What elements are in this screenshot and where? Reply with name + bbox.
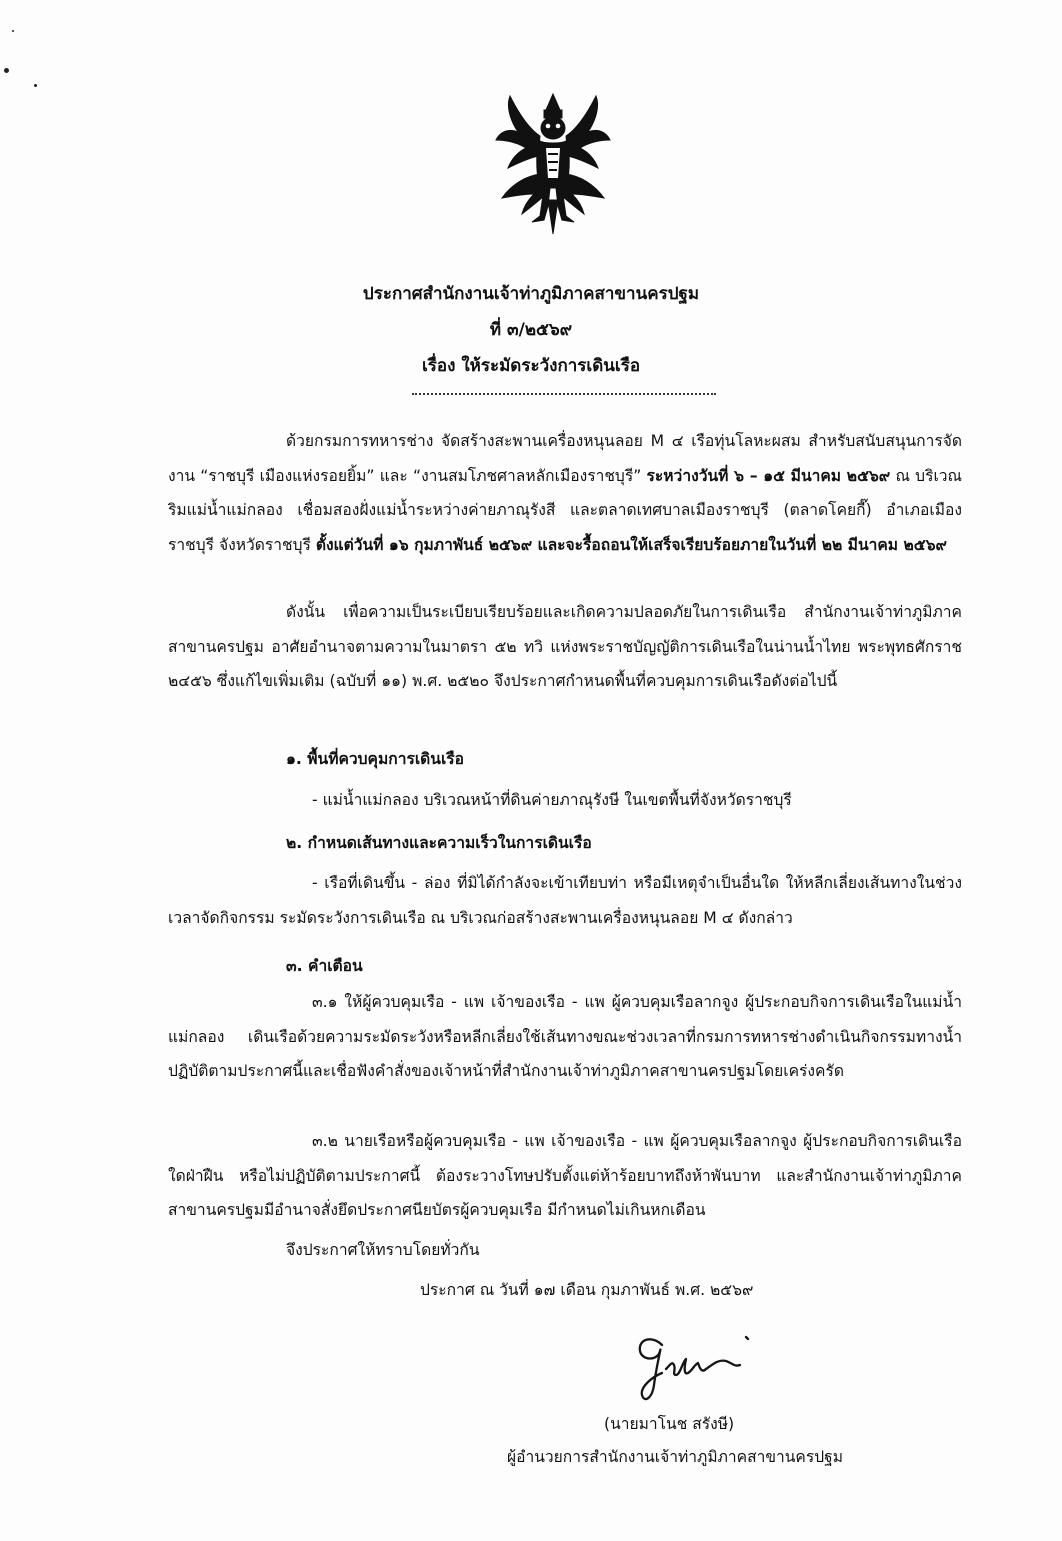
- paragraph-intro-text-1: ด้วยกรมการทหารช่าง จัดสร้างสะพานเครื่องหนุนลอย M ๔ เรือทุ่นโลหะผสม สำหรับสนับสนุนการจัดงาน “ราชบุรี เมืองแห่งรอยยิ้ม” และ “งานสมโภชศาลหลักเมืองราชบุรี”: [168, 432, 962, 485]
- garuda-emblem-icon: [488, 88, 618, 236]
- scan-speck: [4, 68, 9, 73]
- section-2-text: - เรือที่เดินขึ้น - ล่อง ที่มิได้กำลังจะเข้าเทียบท่า หรือมีเหตุจำเป็นอื่นใด ให้หลีกเลี่ยงเส้นทางในช่วงเวลาจัดกิจกรรม ระมัดระวังการเดินเรือ ณ บริเวณก่อสร้างสะพานเครื่องหนุนลอย M ๔ ดังกล่าว: [168, 874, 962, 927]
- handwritten-signature: [622, 1325, 772, 1409]
- scan-speck: [34, 84, 37, 87]
- section-1-title: ๑. พื้นที่ควบคุมการเดินเรือ: [286, 750, 465, 768]
- paragraph-intro-bold-2: ตั้งแต่วันที่ ๑๖ กุมภาพันธ์ ๒๕๖๙ และจะรื้อถอนให้เสร็จเรียบร้อยภายในวันที่ ๒๒ มีนาคม ๒๕๖๙: [315, 535, 947, 554]
- section-1-item: - แม่น้ำแม่กลอง บริเวณหน้าที่ดินค่ายภาณุรังษี ในเขตพื้นที่จังหวัดราชบุรี: [312, 791, 792, 809]
- closing-line: จึงประกาศให้ทราบโดยทั่วกัน: [286, 1241, 480, 1259]
- signatory-name: (นายมาโนช สรังษี): [604, 1415, 735, 1433]
- announcement-title: ประกาศสำนักงานเจ้าท่าภูมิภาคสาขานครปฐม: [362, 284, 700, 304]
- announcement-subject: เรื่อง ให้ระมัดระวังการเดินเรือ: [421, 356, 641, 376]
- announcement-date: ประกาศ ณ วันที่ ๑๗ เดือน กุมภาพันธ์ พ.ศ. ๒๕๖๙: [420, 1281, 754, 1299]
- announcement-number: ที่ ๓/๒๕๖๙: [489, 320, 573, 340]
- paragraph-intro: [168, 424, 962, 562]
- signatory-position: ผู้อำนวยการสำนักงานเจ้าท่าภูมิภาคสาขานครปฐม: [507, 1448, 844, 1466]
- dotted-divider: [412, 393, 716, 395]
- paragraph-intro-text-2: ณ บริเวณริมแม่น้ำแม่กลอง เชื่อมสองฝั่งแม่น้ำระหว่างค่ายภาณุรังสี และตลาดเทศบาลเมืองราชบุรี (ตลาดโคยกี๊) อำเภอเมืองราชบุรี จังหวัดราชบุรี: [168, 466, 962, 554]
- paragraph-intro-bold-1: ระหว่างวันที่ ๖ – ๑๕ มีนาคม ๒๕๖๙: [646, 466, 891, 485]
- section-2-title: ๒. กำหนดเส้นทางและความเร็วในการเดินเรือ: [286, 834, 592, 852]
- section-3-item-2: ๓.๒ นายเรือหรือผู้ควบคุมเรือ - แพ เจ้าของเรือ - แพ ผู้ควบคุมเรือลากจูง ผู้ประกอบกิจการเดินเรือใดฝ่าฝืน หรือไม่ปฏิบัติตามประกาศนี้ ต้องระวางโทษปรับตั้งแต่ห้าร้อยบาทถึงห้าพันบาท และสำนักงานเจ้าท่าภูมิภาคสาขานครปฐมมีอำนาจสั่งยึดประกาศนียบัตรผู้ควบคุมเรือ มีกำหนดไม่เกินหกเดือน: [168, 1132, 962, 1219]
- paragraph-authority: ดังนั้น เพื่อความเป็นระเบียบเรียบร้อยและเกิดความปลอดภัยในการเดินเรือ สำนักงานเจ้าท่าภูมิภาคสาขานครปฐม อาศัยอำนาจตามความในมาตรา ๕๒ ทวิ แห่งพระราชบัญญัติการเดินเรือในน่านน้ำไทย พระพุทธศักราช ๒๔๕๖ ซึ่งแก้ไขเพิ่มเติม (ฉบับที่ ๑๑) พ.ศ. ๒๕๒๐ จึงประกาศกำหนดพื้นที่ควบคุมการเดินเรือดังต่อไปนี้: [168, 603, 962, 690]
- scan-speck: [12, 30, 14, 32]
- section-3-item-1: ๓.๑ ให้ผู้ควบคุมเรือ - แพ เจ้าของเรือ - แพ ผู้ควบคุมเรือลากจูง ผู้ประกอบกิจการเดินเรือในแม่น้ำแม่กลอง เดินเรือด้วยความระมัดระวังหรือหลีกเลี่ยงใช้เส้นทางขณะช่วงเวลาที่กรมการทหารช่างดำเนินกิจกรรมทางน้ำ ปฏิบัติตามประกาศนี้และเชื่อฟังคำสั่งของเจ้าหน้าที่สำนักงานเจ้าท่าภูมิภาคสาขานครปฐมโดยเคร่งครัด: [168, 993, 962, 1080]
- section-3-title: ๓. คำเตือน: [286, 957, 363, 975]
